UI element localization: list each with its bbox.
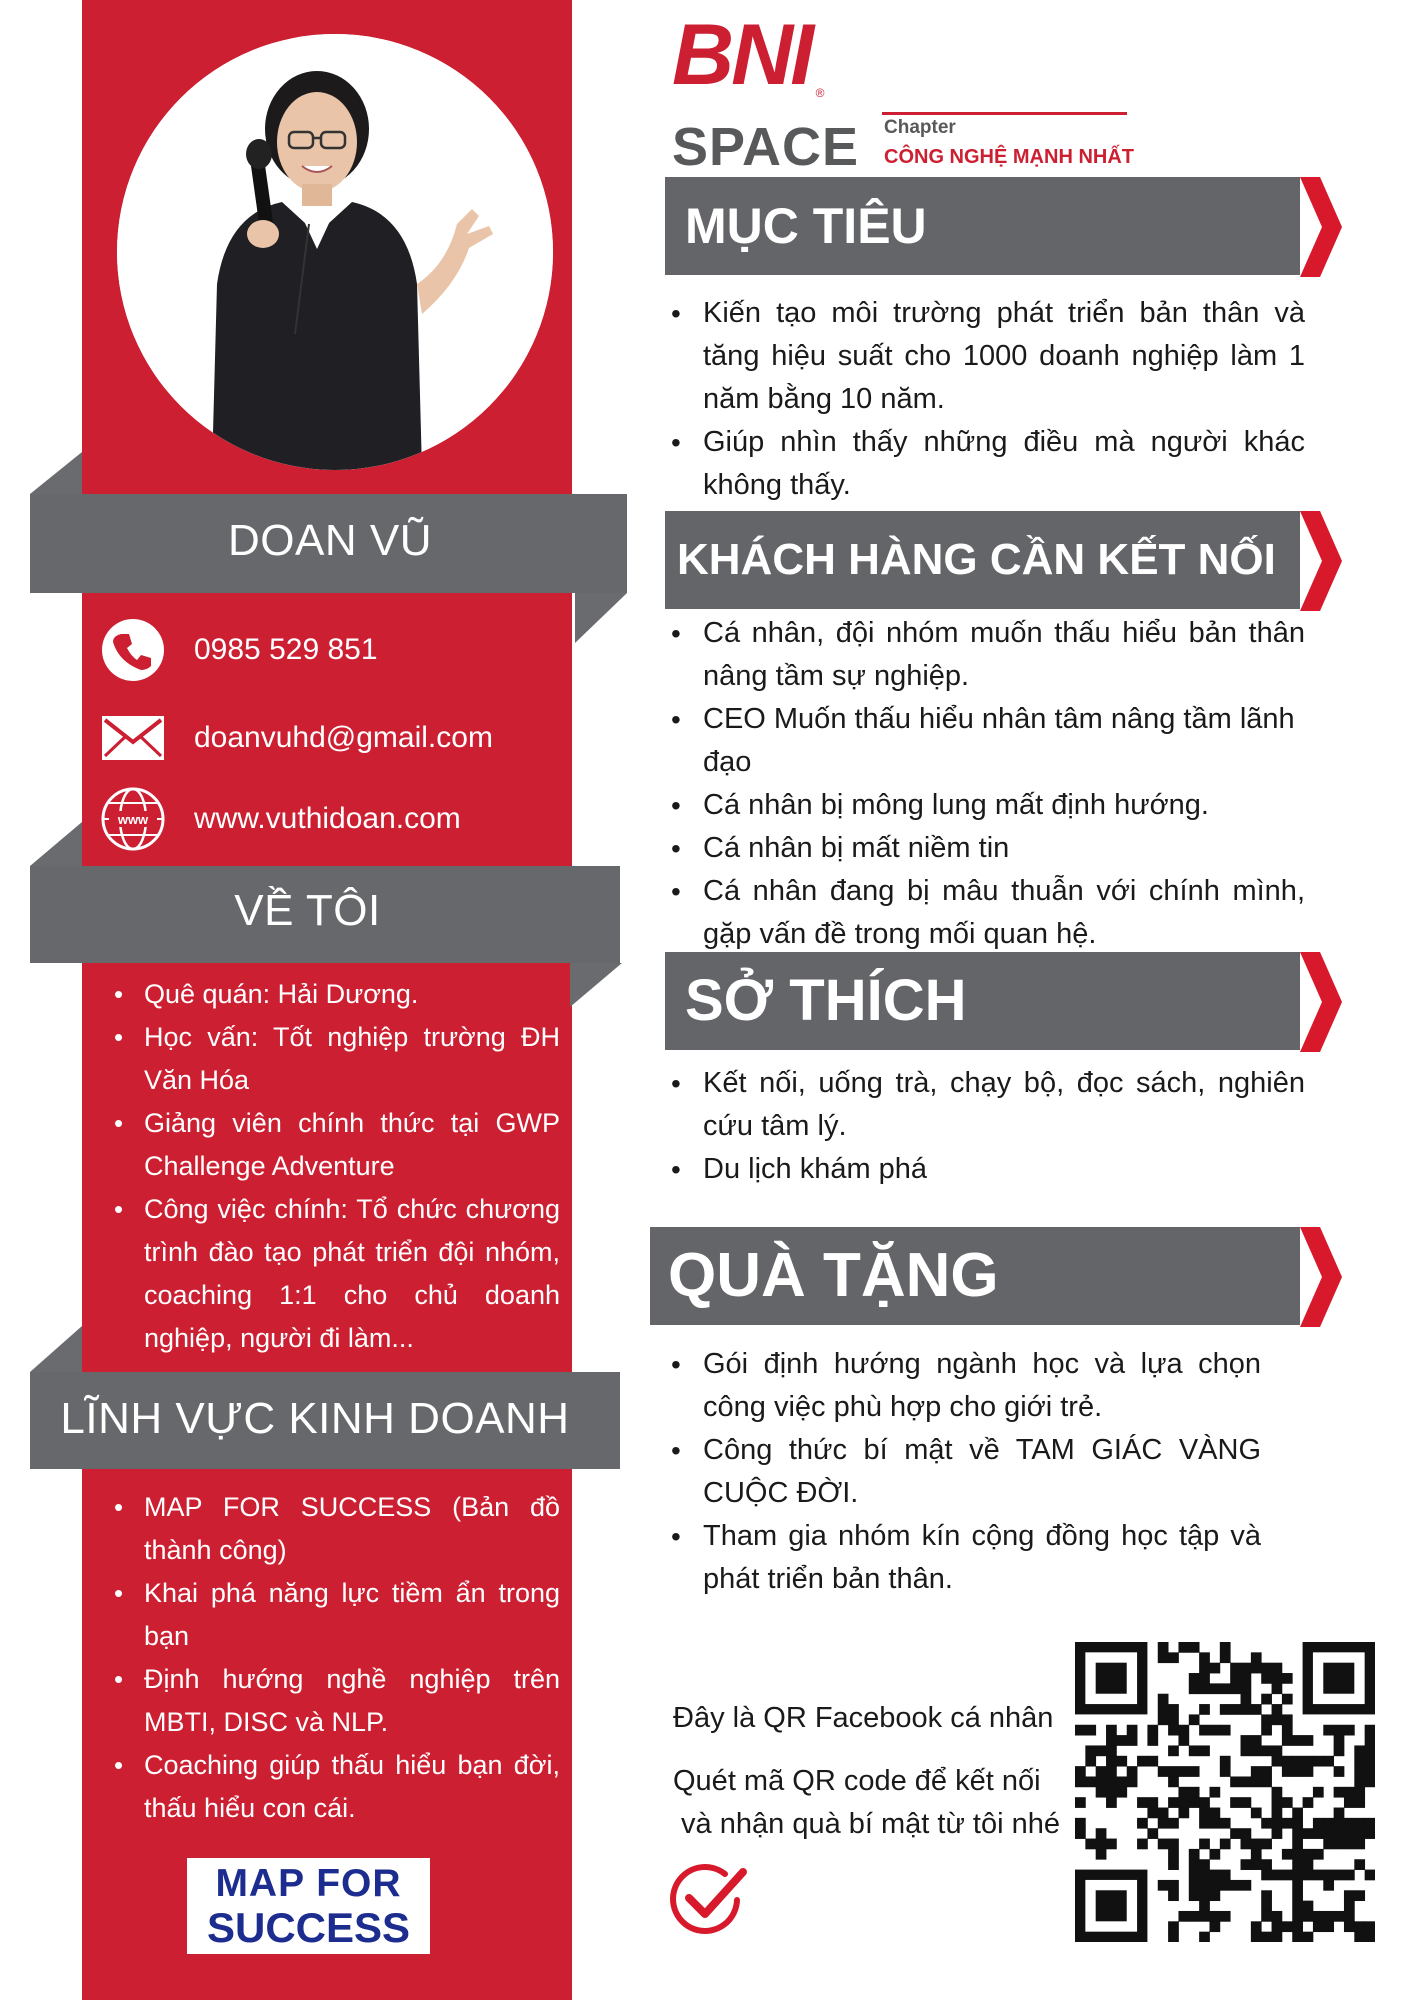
qr-caption: Đây là QR Facebook cá nhân: [673, 1702, 1054, 1734]
name-banner: [30, 494, 627, 593]
chevron-right-icon: [1300, 177, 1342, 277]
phone-number[interactable]: 0985 529 851: [194, 633, 378, 666]
email-row[interactable]: [100, 706, 493, 770]
logo-line-1: MAP FOR: [215, 1862, 402, 1905]
profile-photo: [117, 34, 553, 470]
business-item: • MAP FOR SUCCESS (Bản đồ thành công): [110, 1486, 560, 1572]
bni-logo: [672, 7, 825, 103]
business-item: • Khai phá năng lực tiềm ẩn trong bạn: [110, 1572, 560, 1658]
chapter-label: Chapter: [884, 117, 956, 138]
about-list: [110, 973, 560, 1360]
phone-icon: [100, 618, 166, 682]
goals-item: • Kiến tạo môi trường phát triển bản thân và tăng hiệu suất cho 1000 doanh nghiệp làm 1 năm bằng 10 năm.: [665, 292, 1305, 421]
profile-name: DOAN VŨ: [228, 516, 432, 565]
phone-row[interactable]: [100, 618, 378, 682]
qr-finder-pattern: [1096, 1890, 1127, 1921]
web-icon-text: www: [117, 812, 149, 827]
clients-item: • Cá nhân bị mông lung mất định hướng.: [665, 784, 1305, 827]
hobbies-title: SỞ THÍCH: [685, 968, 967, 1033]
about-item: • Công việc chính: Tổ chức chương trình đào tạo phát triển đội nhóm, coaching 1:1 cho chủ doanh nghiệp, người đi làm...: [110, 1188, 560, 1360]
business-banner: [30, 1372, 620, 1469]
bni-logo-text: BNI: [672, 7, 812, 103]
about-title: VỀ TÔI: [234, 886, 381, 935]
website-row[interactable]: [100, 787, 461, 851]
clients-list: [665, 612, 1305, 956]
business-item: • Coaching giúp thấu hiểu bạn đời, thấu hiểu con cái.: [110, 1744, 560, 1830]
chapter-slogan: CÔNG NGHỆ MẠNH NHẤT: [884, 146, 1134, 168]
business-title: LĨNH VỰC KINH DOANH: [60, 1394, 570, 1443]
qr-code[interactable]: [1075, 1642, 1375, 1942]
registered-mark: ®: [815, 86, 825, 100]
map-for-success-logo: [187, 1858, 430, 1954]
about-item: • Quê quán: Hải Dương.: [110, 973, 560, 1016]
chevron-right-icon: [1300, 952, 1342, 1052]
clients-title: KHÁCH HÀNG CẦN KẾT NỐI: [677, 535, 1276, 584]
business-list: [110, 1486, 560, 1830]
chapter-divider: [882, 112, 1127, 115]
hobbies-item: • Kết nối, uống trà, chạy bộ, đọc sách, nghiên cứu tâm lý.: [665, 1062, 1305, 1148]
gifts-header: [650, 1227, 1300, 1325]
about-item: • Giảng viên chính thức tại GWP Challenge Adventure: [110, 1102, 560, 1188]
website-url[interactable]: www.vuthidoan.com: [194, 802, 461, 835]
clients-item: • Cá nhân đang bị mâu thuẫn với chính mình, gặp vấn đề trong mối quan hệ.: [665, 870, 1305, 956]
gifts-item: • Công thức bí mật về TAM GIÁC VÀNG CUỘC ĐỜI.: [665, 1429, 1261, 1515]
goals-title: MỤC TIÊU: [685, 198, 927, 254]
chapter-name: SPACE: [672, 117, 860, 177]
clients-item: • CEO Muốn thấu hiểu nhân tâm nâng tầm lãnh đạo: [665, 698, 1305, 784]
email-address[interactable]: doanvuhd@gmail.com: [194, 721, 493, 754]
about-banner: [30, 866, 620, 963]
about-item: • Học vấn: Tốt nghiệp trường ĐH Văn Hóa: [110, 1016, 560, 1102]
mail-icon: [100, 706, 166, 770]
clients-item: • Cá nhân bị mất niềm tin: [665, 827, 1305, 870]
logo-line-2: SUCCESS: [206, 1904, 411, 1951]
qr-instruction-1: Quét mã QR code để kết nối: [673, 1765, 1041, 1797]
goals-header: [665, 177, 1300, 275]
gifts-item: • Gói định hướng ngành học và lựa chọn công việc phù hợp cho giới trẻ.: [665, 1343, 1261, 1429]
gifts-title: QUÀ TẶNG: [668, 1241, 999, 1310]
banner-fold: [575, 593, 627, 643]
banner-fold: [30, 1326, 82, 1372]
check-icon: [667, 1860, 751, 1940]
banner-fold: [570, 963, 622, 1007]
qr-finder-pattern: [1323, 1663, 1354, 1694]
clients-header: [665, 511, 1300, 609]
chevron-right-icon: [1300, 1227, 1342, 1327]
globe-icon: [100, 787, 166, 851]
goals-item: • Giúp nhìn thấy những điều mà người khác không thấy.: [665, 421, 1305, 507]
hobbies-header: [665, 952, 1300, 1050]
qr-finder-pattern: [1096, 1663, 1127, 1694]
hobbies-list: [665, 1062, 1305, 1191]
chevron-right-icon: [1300, 511, 1342, 611]
hobbies-item: • Du lịch khám phá: [665, 1148, 1305, 1191]
clients-item: • Cá nhân, đội nhóm muốn thấu hiểu bản thân nâng tầm sự nghiệp.: [665, 612, 1305, 698]
goals-list: [665, 292, 1305, 507]
gifts-list: [665, 1343, 1261, 1601]
banner-fold: [30, 822, 82, 866]
qr-instruction-2: và nhận quà bí mật từ tôi nhé: [673, 1808, 1060, 1840]
banner-fold: [30, 452, 82, 494]
gifts-item: • Tham gia nhóm kín cộng đồng học tập và phát triển bản thân.: [665, 1515, 1261, 1601]
business-item: • Định hướng nghề nghiệp trên MBTI, DISC và NLP.: [110, 1658, 560, 1744]
